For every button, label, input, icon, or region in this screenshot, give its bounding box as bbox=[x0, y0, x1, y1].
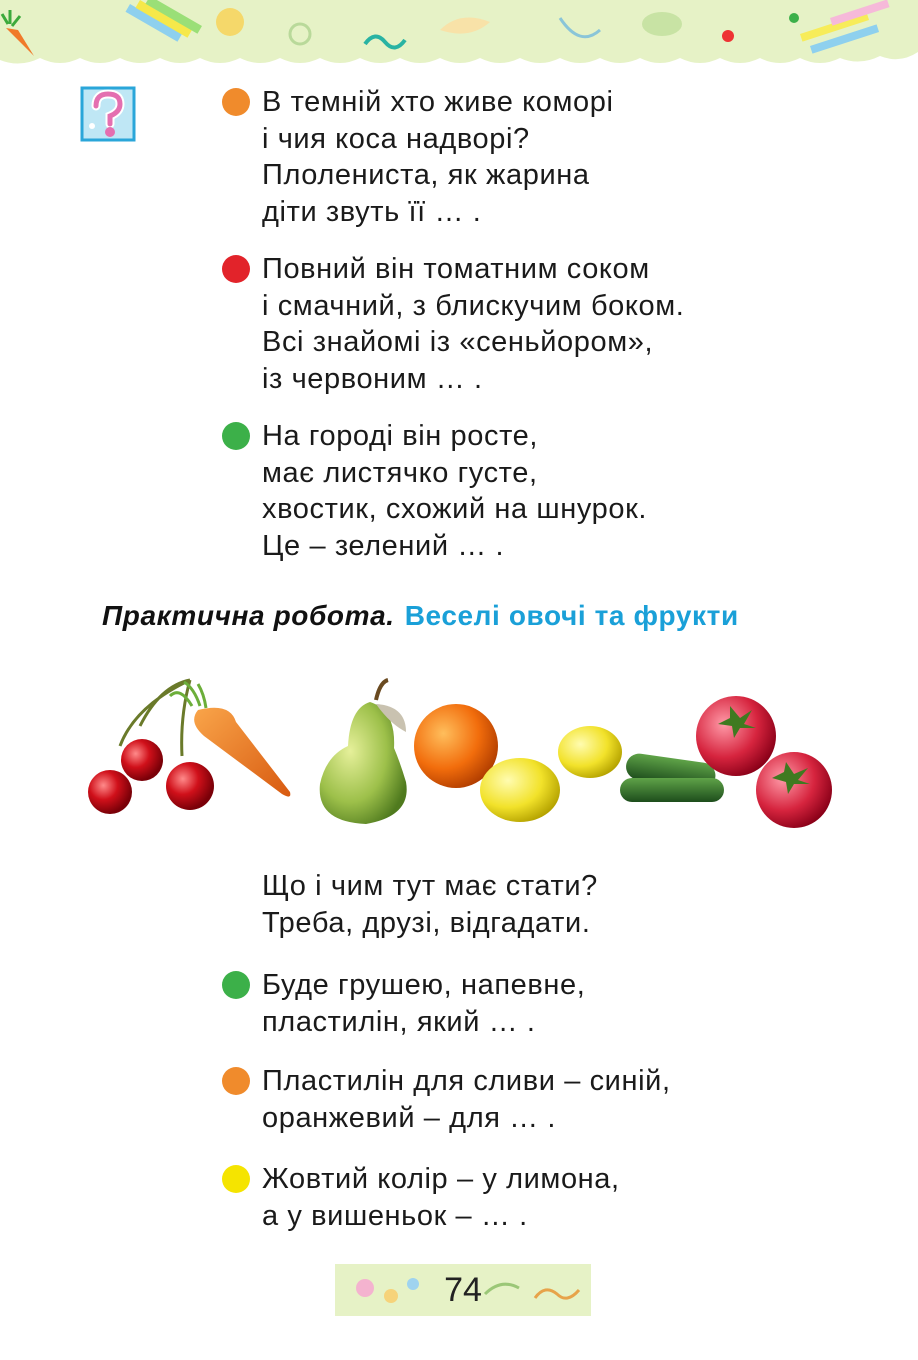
riddle-line: і смачний, з блискучим боком. bbox=[262, 289, 685, 322]
intro-line: Що і чим тут має стати? bbox=[262, 870, 598, 902]
cherries-icon bbox=[88, 680, 214, 814]
heading-topic: Веселі овочі та фрукти bbox=[404, 600, 739, 631]
riddle-cucumber bbox=[222, 418, 842, 564]
pear-icon bbox=[320, 680, 407, 824]
riddle-pear bbox=[222, 967, 842, 1040]
intro-text bbox=[262, 868, 598, 941]
riddle-line: В темній хто живе коморі bbox=[262, 86, 614, 118]
riddle-line: і чия коса надворі? bbox=[262, 122, 530, 155]
riddle-line: хвостик, схожий на шнурок. bbox=[262, 493, 648, 525]
riddle-line: Повний він томатним соком bbox=[262, 253, 650, 285]
page-number: 74 bbox=[444, 1271, 482, 1309]
question-mark-icon bbox=[80, 86, 136, 142]
tomato-icon bbox=[696, 696, 832, 828]
riddle-line: Пластилін для сливи – синій, bbox=[262, 1065, 671, 1097]
green-bullet-icon bbox=[222, 971, 250, 999]
riddle-tomato bbox=[222, 251, 842, 397]
heading-practical-work: Практична робота. bbox=[102, 600, 395, 631]
section-heading bbox=[102, 600, 739, 632]
riddle-line: Всі знайомі із «сеньйором», bbox=[262, 326, 654, 358]
riddle-line: На городі він росте, bbox=[262, 420, 539, 452]
riddle-line: Жовтий колір – у лимона, bbox=[262, 1163, 620, 1195]
riddle-line: оранжевий – для … . bbox=[262, 1101, 557, 1134]
riddle-line: Буде грушею, напевне, bbox=[262, 969, 586, 1001]
riddle-orange bbox=[222, 1063, 842, 1136]
riddle-line: пластилін, який … . bbox=[262, 1005, 536, 1038]
riddle-cherry bbox=[222, 1161, 842, 1234]
green-bullet-icon bbox=[222, 422, 250, 450]
top-banner-decoration bbox=[0, 0, 918, 72]
riddle-carrot bbox=[222, 84, 842, 230]
riddle-line: а у вишеньок – … . bbox=[262, 1199, 528, 1232]
intro-line: Треба, друзі, відгадати. bbox=[262, 906, 591, 939]
riddle-line: має листячко густе, bbox=[262, 456, 538, 489]
lemon-icon bbox=[480, 726, 622, 822]
riddle-line: Це – зелений … . bbox=[262, 529, 505, 562]
yellow-bullet-icon bbox=[222, 1165, 250, 1193]
orange-bullet-icon bbox=[222, 1067, 250, 1095]
fruit-vegetable-illustration bbox=[80, 666, 846, 846]
red-bullet-icon bbox=[222, 255, 250, 283]
orange-bullet-icon bbox=[222, 88, 250, 116]
riddle-line: Плолениста, як жарина bbox=[262, 159, 590, 191]
riddle-line: із червоним … . bbox=[262, 362, 483, 395]
riddle-line: діти звуть її … . bbox=[262, 195, 482, 228]
